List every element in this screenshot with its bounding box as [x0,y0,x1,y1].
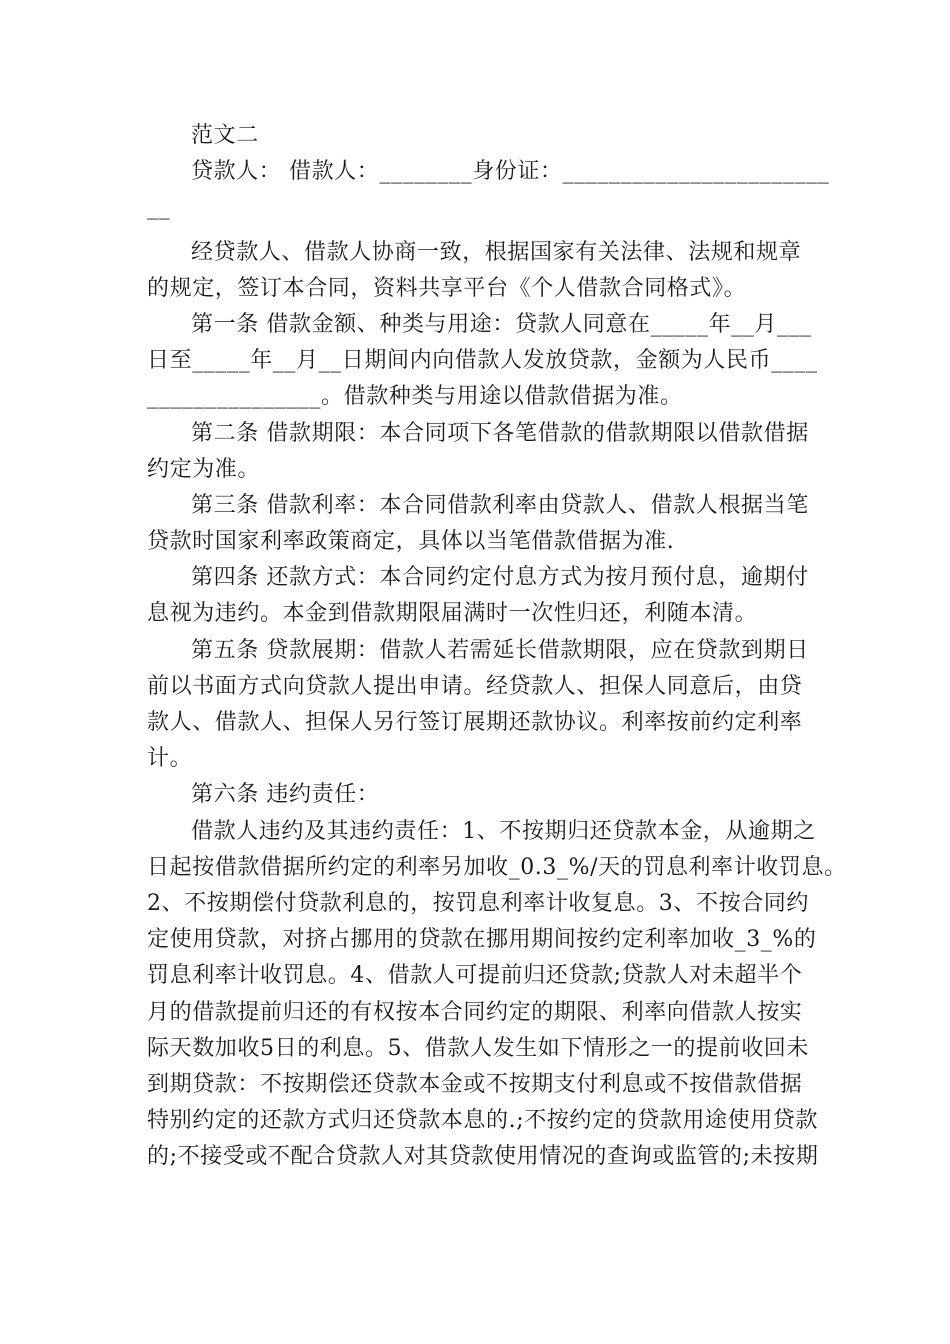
text-line: 经贷款人、借款人协商一致，根据国家有关法律、法规和规章 [191,239,802,265]
text-line: 际天数加收5日的利息。5、借款人发生如下情形之一的提前收回未 [147,1035,809,1061]
text-line: 息视为违约。本金到借款期限届满时一次性归还，利随本清。 [147,601,758,627]
text-line: 第二条 借款期限：本合同项下各笔借款的借款期限以借款借据 [191,420,809,446]
text-line: 的;不接受或不配合贷款人对其贷款使用情况的查询或监管的;未按期 [147,1144,819,1170]
text-line: 款人、借款人、担保人另行签订展期还款协议。利率按前约定利率 [147,710,803,735]
text-line: 借款人违约及其违约责任：1、不按期归还贷款本金，从逾期之 [191,818,816,844]
text-line: 第一条 借款金额、种类与用途：贷款人同意在_____年__月___ [191,311,812,337]
text-line: 第四条 还款方式：本合同约定付息方式为按月预付息，逾期付 [191,565,809,591]
text-line: 贷款时国家利率政策商定，具体以当笔借款借据为准. [147,529,675,555]
text-line: 日至_____年__月__日期间内向借款人发放贷款，金额为人民币____ [147,348,818,374]
text-line: 计。 [147,746,193,772]
text-line: 贷款人： 借款人：________身份证：_______________________ [191,159,830,185]
text-line: 2、不按期偿付贷款利息的，按罚息利率计收复息。3、不按合同约 [147,890,809,916]
text-line: _______________。借款种类与用途以借款借据为准。 [147,384,683,410]
text-line: 特别约定的还款方式归还贷款本息的.;不按约定的贷款用途使用贷款 [147,1108,819,1134]
text-line: 第六条 违约责任： [191,782,380,808]
text-line: 定使用贷款，对挤占挪用的贷款在挪用期间按约定利率加收_3_%的 [147,927,817,953]
text-line: 日起按借款借据所约定的利率另加收_0.3_%/天的罚息利率计收罚息。 [147,854,847,880]
text-line: 第五条 贷款展期：借款人若需延长借款期限，应在贷款到期日 [191,637,809,663]
document-title: 范文二 [191,123,259,148]
text-line: 到期贷款：不按期偿还贷款本金或不按期支付利息或不按借款借据 [147,1071,803,1097]
text-line: 罚息利率计收罚息。4、借款人可提前归还贷款;贷款人对未超半个 [147,963,803,989]
text-line: 的规定，签订本合同，资料共享平台《个人借款合同格式》。 [147,275,747,301]
text-line: __ [147,195,171,221]
document-body [147,118,847,1175]
text-line: 前以书面方式向贷款人提出申请。经贷款人、担保人同意后，由贷 [147,673,803,699]
text-line: 约定为准。 [147,456,261,482]
text-line: 第三条 借款利率：本合同借款利率由贷款人、借款人根据当笔 [191,492,809,518]
text-line: 月的借款提前归还的有权按本合同约定的期限、利率向借款人按实 [147,999,803,1025]
spacer [147,227,810,235]
